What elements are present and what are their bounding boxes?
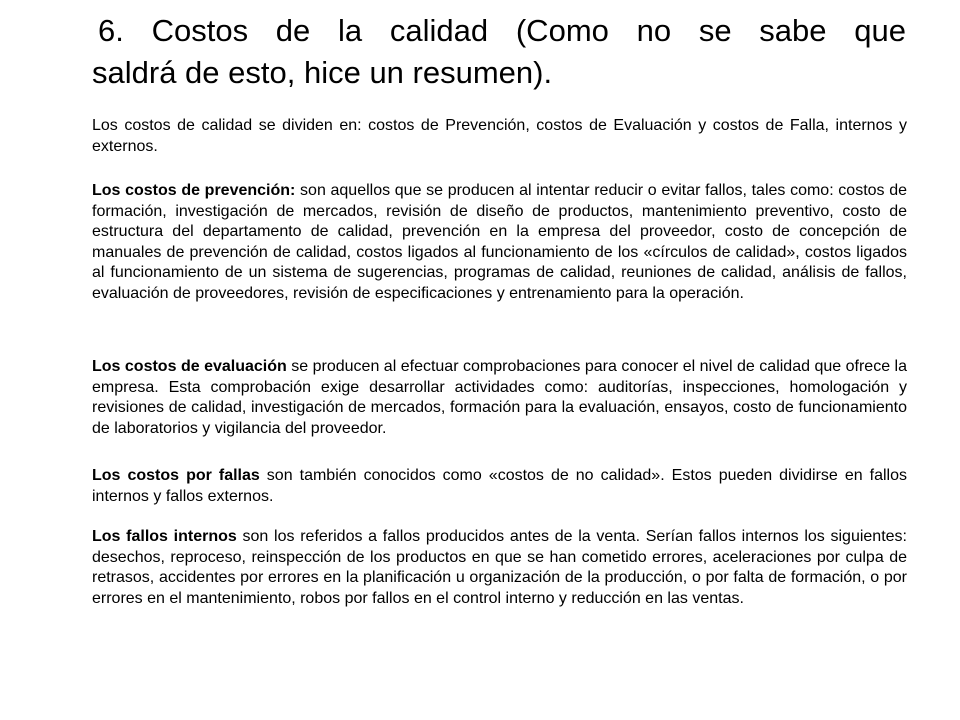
slide-title xyxy=(92,10,906,94)
title-line-1: 6. Costos de la calidad (Como no se sabe que xyxy=(98,13,906,48)
paragraph-internal-failures xyxy=(92,527,907,609)
paragraph-text: se producen al efectuar comprobaciones para conocer el nivel de calidad que ofrece la empresa. Esta comprobación exige desarrollar actividades como: auditorías, inspecciones, homologación y revisiones de calidad, investigación de mercados, formación para la evaluación, ensayos, costo de funcionamiento de laboratorios y vigilancia del proveedor. xyxy=(92,358,908,437)
paragraph-lead: Los costos de evaluación xyxy=(92,358,287,375)
paragraph-text: Los costos de calidad se dividen en: costos de Prevención, costos de Evaluación y costos de Falla, internos y externos. xyxy=(92,117,907,155)
paragraph-lead: Los costos por fallas xyxy=(92,467,260,484)
title-line-2: saldrá de esto, hice un resumen). xyxy=(92,55,553,90)
paragraph-failure-costs xyxy=(92,466,907,507)
paragraph-text: son aquellos que se producen al intentar reducir o evitar fallos, tales como: costos de formación, investigación de mercados, revisión de diseño de productos, mantenimiento preventivo, costo de estructura del departamento de calidad, prevención en la empresa del proveedor, costo de concepción de manuales de prevención de calidad, costos ligados al funcionamiento de los «círculos de calidad», costos ligados al funcionamiento de un sistema de sugerencias, programas de calidad, reuniones de calidad, análisis de fallos, evaluación de proveedores, revisión de especificaciones y entrenamiento para la operación. xyxy=(92,182,907,302)
paragraph-lead: Los fallos internos xyxy=(92,528,237,545)
paragraph-lead: Los costos de prevención: xyxy=(92,182,296,199)
paragraph-text: son los referidos a fallos producidos antes de la venta. Serían fallos internos los siguientes: desechos, reproceso, reinspección de los productos en que se han cometido errores, aceleraciones por culpa de retrasos, accidentes por errores en la planificación u organización de la producción, o por falta de formación, o por errores en el mantenimiento, robos por fallos en el control interno y reducción en las ventas. xyxy=(92,528,907,607)
paragraph-prevention-costs xyxy=(92,181,907,304)
paragraph-text: son también conocidos como «costos de no calidad». Estos pueden dividirse en fallos internos y fallos externos. xyxy=(92,467,907,505)
paragraph-evaluation-costs xyxy=(92,357,907,439)
paragraph-intro xyxy=(92,116,907,157)
